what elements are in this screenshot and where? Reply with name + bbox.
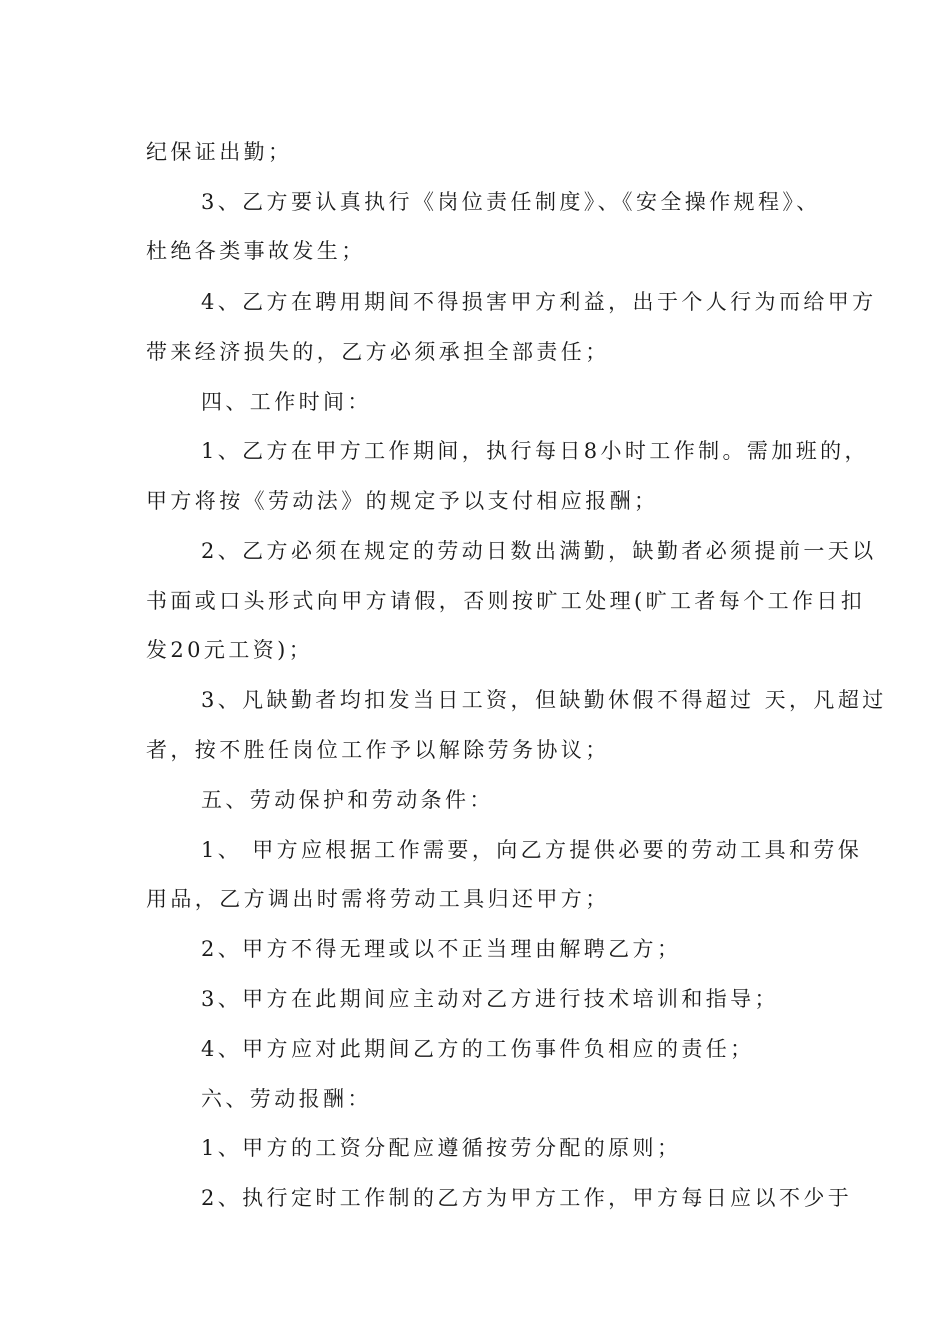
- section-heading: 四、工作时间：: [201, 390, 372, 414]
- text-line: 1、甲方的工资分配应遵循按劳分配的原则；: [201, 1136, 682, 1160]
- text-line: 2、乙方必须在规定的劳动日数出满勤，缺勤者必须提前一天以: [201, 539, 877, 563]
- text-line: 1、 甲方应根据工作需要，向乙方提供必要的劳动工具和劳保: [201, 838, 863, 862]
- text-line: 4、乙方在聘用期间不得损害甲方利益，出于个人行为而给甲方: [201, 290, 877, 314]
- section-heading: 六、劳动报酬：: [201, 1087, 372, 1111]
- text-line: 用品，乙方调出时需将劳动工具归还甲方；: [146, 887, 610, 911]
- text-line: 3、乙方要认真执行《岗位责任制度》、《安全操作规程》、: [201, 190, 821, 214]
- text-line: 发20元工资)；: [146, 638, 314, 662]
- text-line: 3、甲方在此期间应主动对乙方进行技术培训和指导；: [201, 987, 779, 1011]
- text-line: 书面或口头形式向甲方请假，否则按旷工处理(旷工者每个工作日扣: [146, 589, 866, 613]
- text-line: 杜绝各类事故发生；: [146, 239, 366, 263]
- text-line: 3、凡缺勤者均扣发当日工资，但缺勤休假不得超过 天，凡超过: [201, 688, 887, 712]
- text-line: 纪保证出勤；: [146, 140, 293, 164]
- section-heading: 五、劳动保护和劳动条件：: [201, 788, 494, 812]
- text-line: 带来经济损失的，乙方必须承担全部责任；: [146, 340, 610, 364]
- text-line: 2、甲方不得无理或以不正当理由解聘乙方；: [201, 937, 682, 961]
- text-line: 4、甲方应对此期间乙方的工伤事件负相应的责任；: [201, 1037, 755, 1061]
- text-line: 2、执行定时工作制的乙方为甲方工作，甲方每日应以不少于: [201, 1186, 853, 1210]
- text-line: 1、乙方在甲方工作期间，执行每日8小时工作制。需加班的，: [201, 439, 869, 463]
- text-line: 甲方将按《劳动法》的规定予以支付相应报酬；: [146, 489, 659, 513]
- text-line: 者，按不胜任岗位工作予以解除劳务协议；: [146, 738, 610, 762]
